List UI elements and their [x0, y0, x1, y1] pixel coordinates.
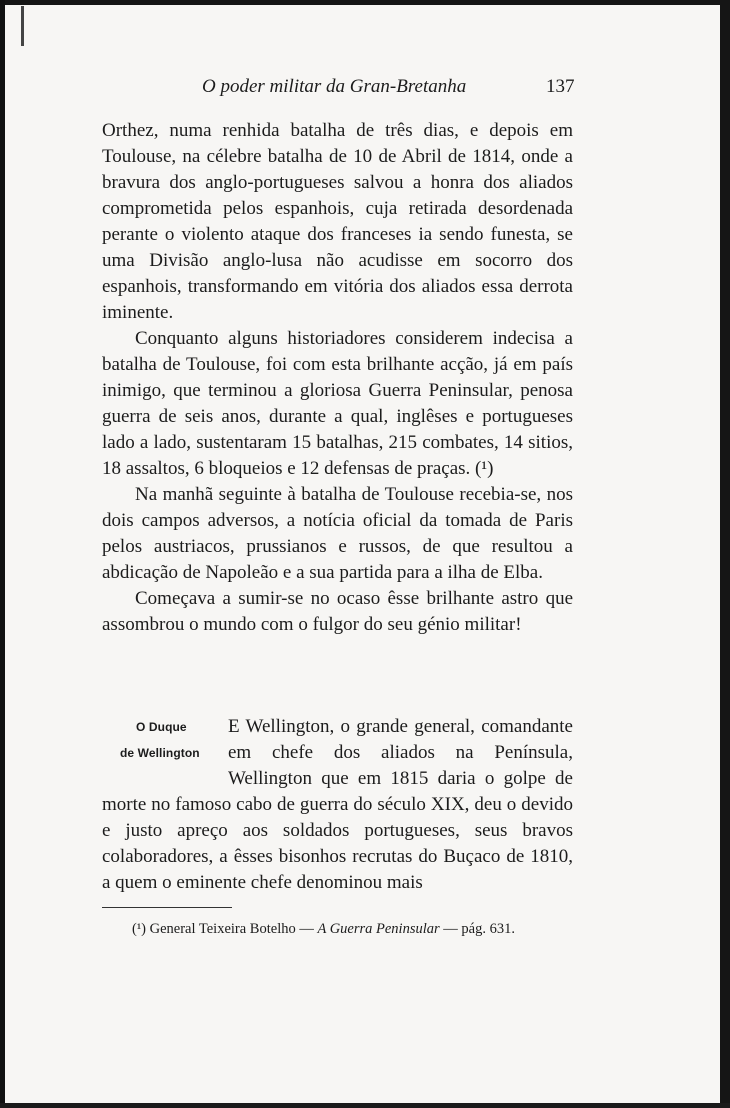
- paragraph-continuation: Orthez, numa renhida batalha de três dias, e depois em Toulouse, na célebre batalha de 10 de Abril de 1814, onde a bravura dos anglo-portugueses salvou a honra dos aliados comprometida pelos espanhois, cuja retirada desordenada perante o violento ataque dos franceses ia sendo funesta, se uma Divisão anglo-lusa não acudisse em socorro dos espanhois, transformando em vitória dos aliados essa derrota iminente.: [102, 120, 573, 323]
- running-title: O poder militar da Gran-Bretanha: [202, 76, 467, 97]
- scan-border-top: [0, 0, 730, 5]
- footnote-author: General Teixeira Botelho —: [149, 921, 314, 937]
- footnote-marker: (¹): [132, 921, 147, 937]
- scan-border-left: [0, 0, 5, 1108]
- scan-mark: [21, 6, 24, 46]
- section-paragraph: E Wellington, o grande general, comandante em chefe dos aliados na Península, Wellington que em 1815 daria o golpe de morte no famoso cabo de guerra do século XIX, deu o devido e justo apreço aos soldados portugueses, seus bravos colaboradores, a êsses bisonhos recrutas do Buçaco de 1810, a quem o eminente chefe denominou mais: [102, 716, 573, 893]
- scan-border-bottom: [0, 1103, 730, 1108]
- running-head: [100, 76, 600, 102]
- page-number: 137: [546, 76, 575, 97]
- marginal-heading-line: O Duque: [136, 720, 187, 734]
- footnote-page: — pág. 631.: [443, 921, 515, 937]
- footnote: [132, 921, 515, 938]
- footnote-rule: [102, 907, 232, 908]
- paragraph: Na manhã seguinte à batalha de Toulouse recebia-se, nos dois campos adversos, a notícia oficial da tomada de Paris pelos austriacos, prussianos e russos, de que resultou a abdicação de Napoleão e a sua partida para a ilha de Elba.: [102, 484, 573, 583]
- paragraph: Começava a sumir-se no ocaso êsse brilhante astro que assombrou o mundo com o fulgor do seu génio militar!: [102, 588, 573, 635]
- scan-border-right: [720, 0, 730, 1108]
- marginal-heading-line: de Wellington: [120, 746, 200, 760]
- section-wellington: [102, 714, 573, 896]
- body-text: [102, 118, 573, 638]
- footnote-work-title: A Guerra Peninsular: [317, 921, 440, 937]
- marginal-heading: [102, 714, 228, 792]
- paragraph: Conquanto alguns historiadores considerem indecisa a batalha de Toulouse, foi com esta brilhante acção, já em país inimigo, que terminou a gloriosa Guerra Peninsular, penosa guerra de seis anos, durante a qual, inglêses e portugueses lado a lado, sustentaram 15 batalhas, 215 combates, 14 sitios, 18 assaltos, 6 bloqueios e 12 defensas de praças. (¹): [102, 328, 573, 479]
